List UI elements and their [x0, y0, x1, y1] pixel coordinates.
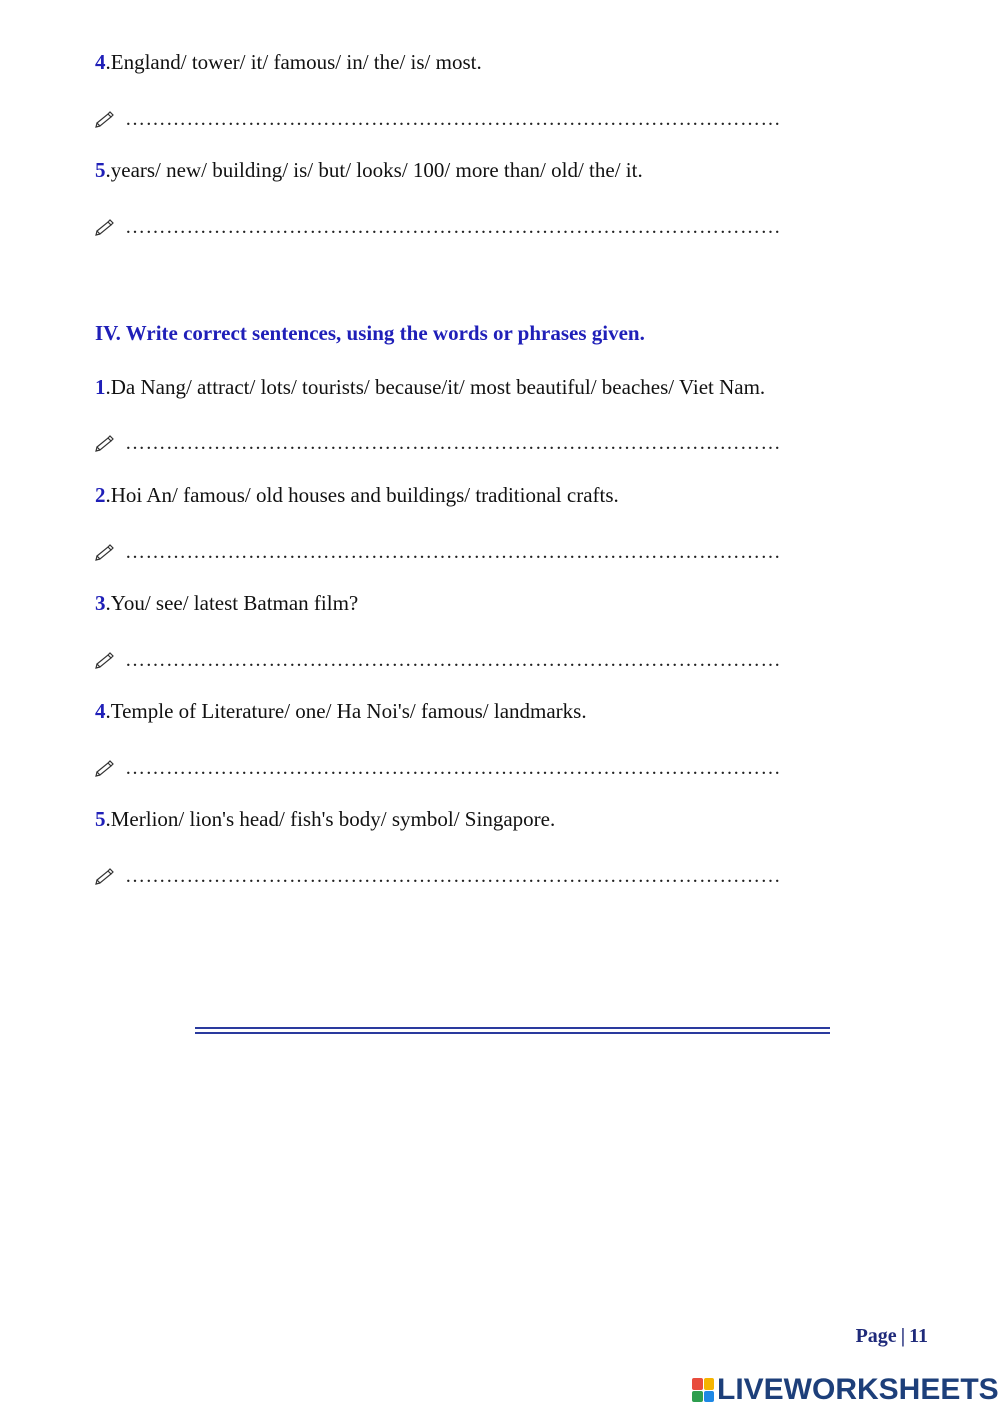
item-number: 4: [95, 50, 106, 74]
section-heading: IV. Write correct sentences, using the words or phrases given.: [95, 321, 645, 345]
exercise-item-4: [95, 49, 482, 75]
item-prompt: .Hoi An/ famous/ old houses and buildings/ traditional crafts.: [105, 483, 619, 507]
pencil-icon: [95, 216, 115, 236]
answer-dots: ……………………………………………………………………………………: [125, 541, 781, 563]
exercise-item-5: [95, 157, 643, 183]
item-prompt: .Temple of Literature/ one/ Ha Noi's/ famous/ landmarks.: [105, 699, 587, 723]
item-prompt: .Da Nang/ attract/ lots/ tourists/ because/it/ most beautiful/ beaches/ Viet Nam.: [105, 375, 766, 399]
exercise-item-3: [95, 590, 358, 616]
answer-line[interactable]: [95, 539, 880, 565]
page-number-value: 11: [909, 1325, 928, 1347]
item-number: 2: [95, 483, 106, 507]
section-divider: [195, 1027, 830, 1039]
pencil-icon: [95, 432, 115, 452]
pencil-icon: [95, 541, 115, 561]
liveworksheets-logo[interactable]: [692, 1374, 999, 1406]
item-prompt: .England/ tower/ it/ famous/ in/ the/ is/ most.: [105, 50, 482, 74]
pencil-icon: [95, 757, 115, 777]
answer-line[interactable]: [95, 755, 880, 781]
answer-dots: ……………………………………………………………………………………: [125, 865, 781, 887]
item-prompt: .Merlion/ lion's head/ fish's body/ symbol/ Singapore.: [105, 807, 556, 831]
item-prompt: .You/ see/ latest Batman film?: [105, 591, 359, 615]
brand-name: LIVEWORKSHEETS: [717, 1373, 999, 1406]
answer-line[interactable]: [95, 430, 880, 456]
item-prompt: .years/ new/ building/ is/ but/ looks/ 100/ more than/ old/ the/ it.: [105, 158, 643, 182]
liveworksheets-logo-icon: [692, 1378, 714, 1402]
pencil-icon: [95, 649, 115, 669]
exercise-item-4: [95, 698, 587, 724]
answer-line[interactable]: [95, 214, 880, 240]
answer-dots: ……………………………………………………………………………………: [125, 649, 781, 671]
exercise-item-1: [95, 374, 765, 400]
item-number: 3: [95, 591, 106, 615]
item-number: 1: [95, 375, 106, 399]
answer-dots: ……………………………………………………………………………………: [125, 108, 781, 130]
page-separator: |: [900, 1325, 906, 1347]
answer-line[interactable]: [95, 863, 880, 889]
answer-line[interactable]: [95, 647, 880, 673]
item-number: 5: [95, 807, 106, 831]
exercise-item-5: [95, 806, 555, 832]
answer-dots: ……………………………………………………………………………………: [125, 432, 781, 454]
pencil-icon: [95, 108, 115, 128]
exercise-item-2: [95, 482, 619, 508]
answer-dots: ……………………………………………………………………………………: [125, 216, 781, 238]
page-label: Page: [855, 1325, 897, 1347]
item-number: 4: [95, 699, 106, 723]
answer-line[interactable]: [95, 106, 880, 132]
pencil-icon: [95, 865, 115, 885]
answer-dots: ……………………………………………………………………………………: [125, 757, 781, 779]
item-number: 5: [95, 158, 106, 182]
page-number: [856, 1325, 928, 1348]
